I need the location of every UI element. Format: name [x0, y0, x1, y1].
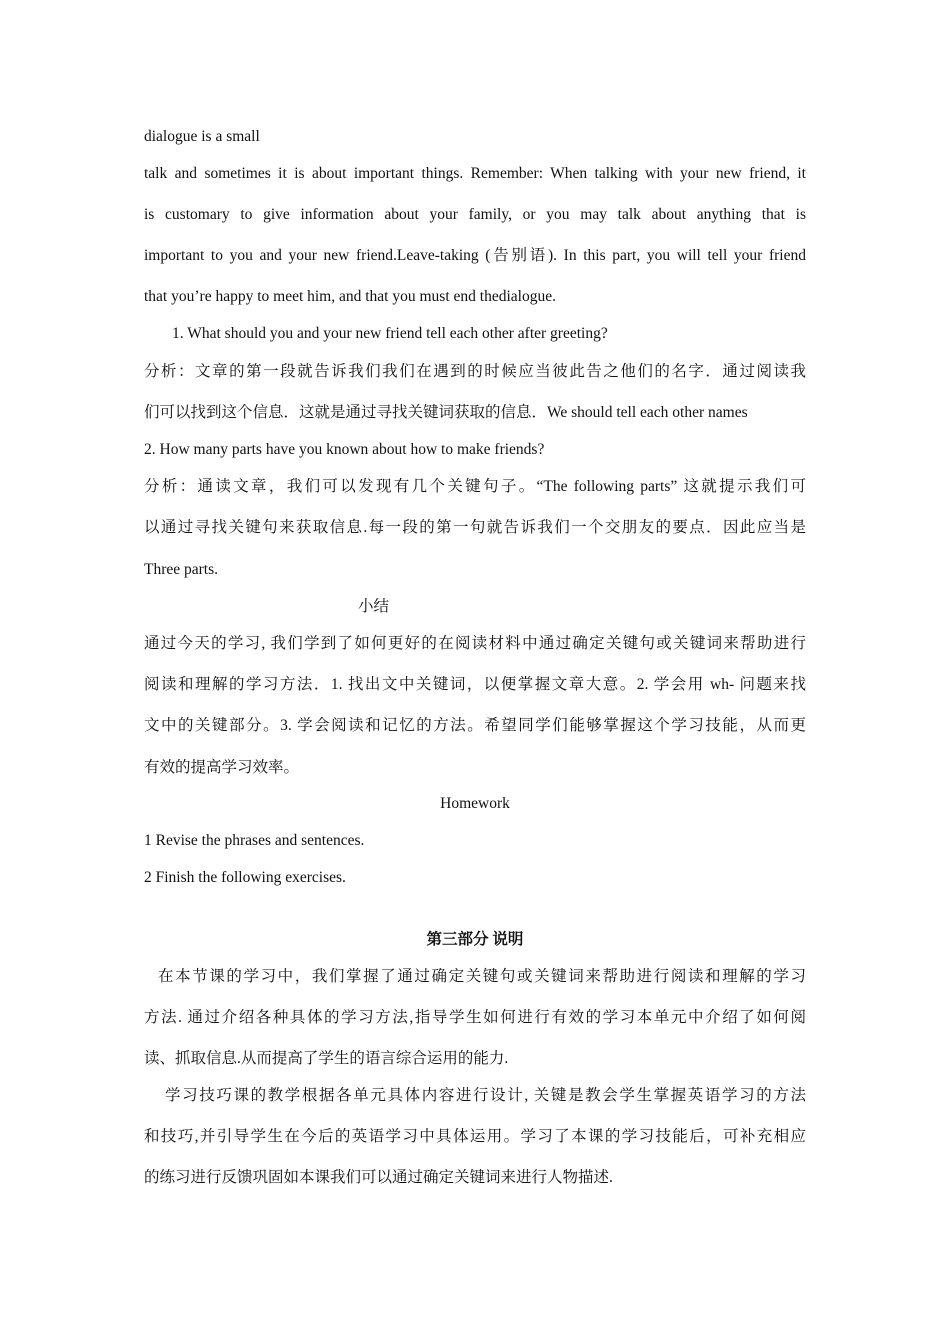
analysis-line: Three parts.	[144, 561, 219, 578]
summary-line: 有效的提高学习效率。	[144, 759, 300, 776]
text-line: talk and sometimes it is about important things. Remember: When talking with your new friend, it	[144, 165, 806, 182]
summary-line: 阅读和理解的学习方法．1. 找出文中关键词，以便掌握文章大意。2. 学会用 wh- 问题来找	[144, 676, 806, 693]
summary-line: 文中的关键部分。3. 学会阅读和记忆的方法。希望同学们能够掌握这个学习技能，从而更	[144, 717, 806, 734]
question-2: 2. How many parts have you known about how to make friends?	[144, 441, 545, 458]
homework-heading: Homework	[440, 795, 510, 812]
text-line: dialogue is a small	[144, 128, 260, 145]
text-line: important to you and your new friend.Leave-taking (告别语). In this part, you will tell your friend	[144, 247, 806, 264]
analysis-line: 们可以找到这个信息．这就是通过寻找关键词获取的信息．We should tell each other names	[144, 404, 748, 421]
summary-line: 通过今天的学习, 我们学到了如何更好的在阅读材料中通过确定关键句或关键词来帮助进行	[144, 635, 806, 652]
explanation-line: 在本节课的学习中，我们掌握了通过确定关键句或关键词来帮助进行阅读和理解的学习	[158, 968, 806, 985]
analysis-line: 分析：通读文章，我们可以发现有几个关键句子。“The following parts” 这就提示我们可	[144, 478, 806, 495]
text-line: that you’re happy to meet him, and that you must end thedialogue.	[144, 288, 556, 305]
homework-item: 1 Revise the phrases and sentences.	[144, 832, 365, 849]
explanation-line: 方法. 通过介绍各种具体的学习方法,指导学生如何进行有效的学习本单元中介绍了如何阅	[144, 1009, 806, 1026]
explanation-line: 学习技巧课的教学根据各单元具体内容进行设计, 关键是教会学生掌握英语学习的方法	[165, 1087, 806, 1104]
homework-item: 2 Finish the following exercises.	[144, 869, 346, 886]
text-line: is customary to give information about your family, or you may talk about anything that is	[144, 206, 806, 223]
summary-heading: 小结	[358, 598, 390, 615]
explanation-line: 读、抓取信息.从而提高了学生的语言综合运用的能力.	[144, 1050, 509, 1067]
analysis-line: 以通过寻找关键句来获取信息.每一段的第一句就告诉我们一个交朋友的要点．因此应当是	[144, 519, 806, 536]
explanation-line: 的练习进行反馈巩固如本课我们可以通过确定关键词来进行人物描述.	[144, 1169, 613, 1186]
question-1: 1. What should you and your new friend tell each other after greeting?	[172, 325, 608, 342]
analysis-line: 分析：文章的第一段就告诉我们我们在遇到的时候应当彼此告之他们的名字．通过阅读我	[144, 363, 806, 380]
part-three-heading: 第三部分 说明	[426, 931, 524, 948]
explanation-line: 和技巧,并引导学生在今后的英语学习中具体运用。学习了本课的学习技能后，可补充相应	[144, 1128, 806, 1145]
